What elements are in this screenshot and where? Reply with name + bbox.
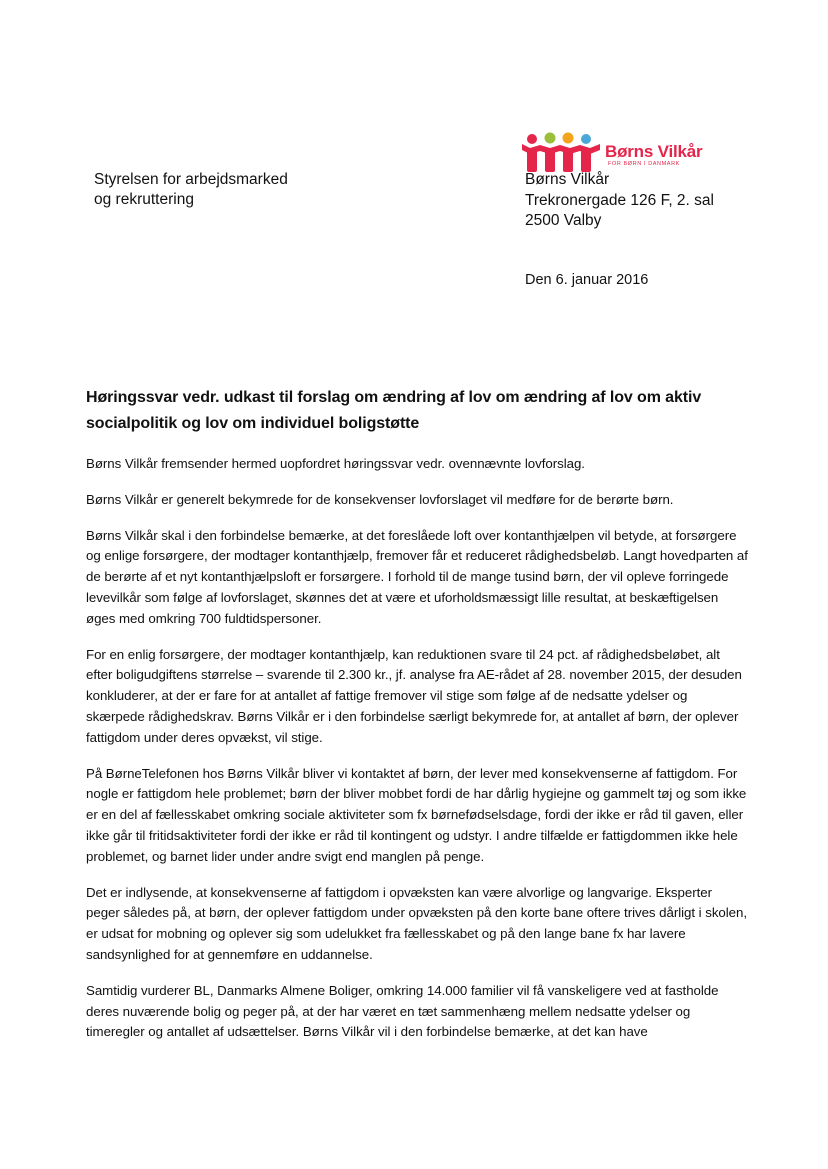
children-figures-icon: [520, 132, 604, 174]
recipient-line-1: Styrelsen for arbejdsmarked: [94, 171, 288, 188]
paragraph: For en enlig forsørgere, der modtager kontanthjælp, kan reduktionen svare til 24 pct. af rådighedsbeløbet, alt efter boligudgiftens størrelse – svarende til 2.300 kr., jf. analyse fra AE-rådet af 28. november 2015, der desuden konkluderer, at der er fare for at antallet af fattige fremover vil stige som følge af de nedsatte ydelser og skærpede rådighedskrav. Børns Vilkår er i den forbindelse særligt bekymrede for, at antallet af børn, der oplever fattigdom under deres opvækst, vil stige.: [86, 646, 742, 745]
logo-tagline: FOR BØRN I DANMARK: [608, 161, 680, 167]
recipient-line-2: og rekruttering: [94, 191, 194, 208]
sender-street: Trekronergade 126 F, 2. sal: [525, 191, 714, 209]
sender-name: Børns Vilkår: [525, 171, 610, 188]
logo-wordmark: Børns Vilkår: [605, 142, 703, 161]
paragraph: Samtidig vurderer BL, Danmarks Almene Boliger, omkring 14.000 familier vil få vanskeligere ved at fastholde deres nuværende bolig og peger på, at der har været en tæt sammenhæng mellem nedsatte ydelser og timeregler og antallet af udsættelser. Børns Vilkår vil i den forbindelse bemærke, at det kan have: [86, 982, 719, 1040]
letter-title: Høringssvar vedr. udkast til forslag om ændring af lov om ændring af lov om aktiv socialpolitik og lov om individuel boligstøtte: [86, 389, 702, 432]
sender-city: 2500 Valby: [525, 212, 602, 229]
paragraph: Det er indlysende, at konsekvenserne af fattigdom i opvæksten kan være alvorlige og langvarige. Eksperter peger således på, at børn, der oplever fattigdom under opvæksten på den korte bane oftere trives dårligt i skolen, er udsat for mobning og oplever sig som udelukket fra fællesskabet og på den lange bane fx har lavere sandsynlighed for at gennemføre en uddannelse.: [86, 884, 748, 962]
paragraph: Børns Vilkår skal i den forbindelse bemærke, at det foreslåede loft over kontanthjælpen vil betyde, at forsørgere og enlige forsørgere, der modtager kontanthjælp, fremover får et reduceret rådighedsbeløb. Langt hovedparten af de berørte af et nyt kontanthjælpsloft er forsørgere. I forhold til de mange tusind børn, der vil opleve forringede levevilkår som følge af lovforslaget, skønnes det at være et uforholdsmæssigt lille resultat, at beskæftigelsen øges med omkring 700 fuldtidspersoner.: [86, 527, 748, 626]
letter-body: [86, 454, 748, 1058]
recipient-address: [94, 170, 288, 210]
paragraph: Børns Vilkår fremsender hermed uopfordret høringssvar vedr. ovennævnte lovforslag.: [86, 456, 585, 471]
organization-logo: [520, 132, 720, 174]
letter-date: Den 6. januar 2016: [525, 272, 649, 288]
paragraph: På BørneTelefonen hos Børns Vilkår bliver vi kontaktet af børn, der lever med konsekvenserne af fattigdom. For nogle er fattigdom hele problemet; børn der bliver mobbet fordi de har dårlig hygiejne og gammelt tøj og som ikke er en del af fællesskabet omkring sociale aktiviteter som fx børnefødselsdage, fordi der ikke er råd til gaven, eller ikke går til fritidsaktiviteter fordi der ikke er råd til kontingent og udstyr. I andre tilfælde er fattigdommen ikke hele problemet, og barnet lider under andre svigt end manglen på penge.: [86, 765, 747, 864]
sender-address: [525, 170, 714, 232]
paragraph: Børns Vilkår er generelt bekymrede for de konsekvenser lovforslaget vil medføre for de berørte børn.: [86, 491, 674, 507]
